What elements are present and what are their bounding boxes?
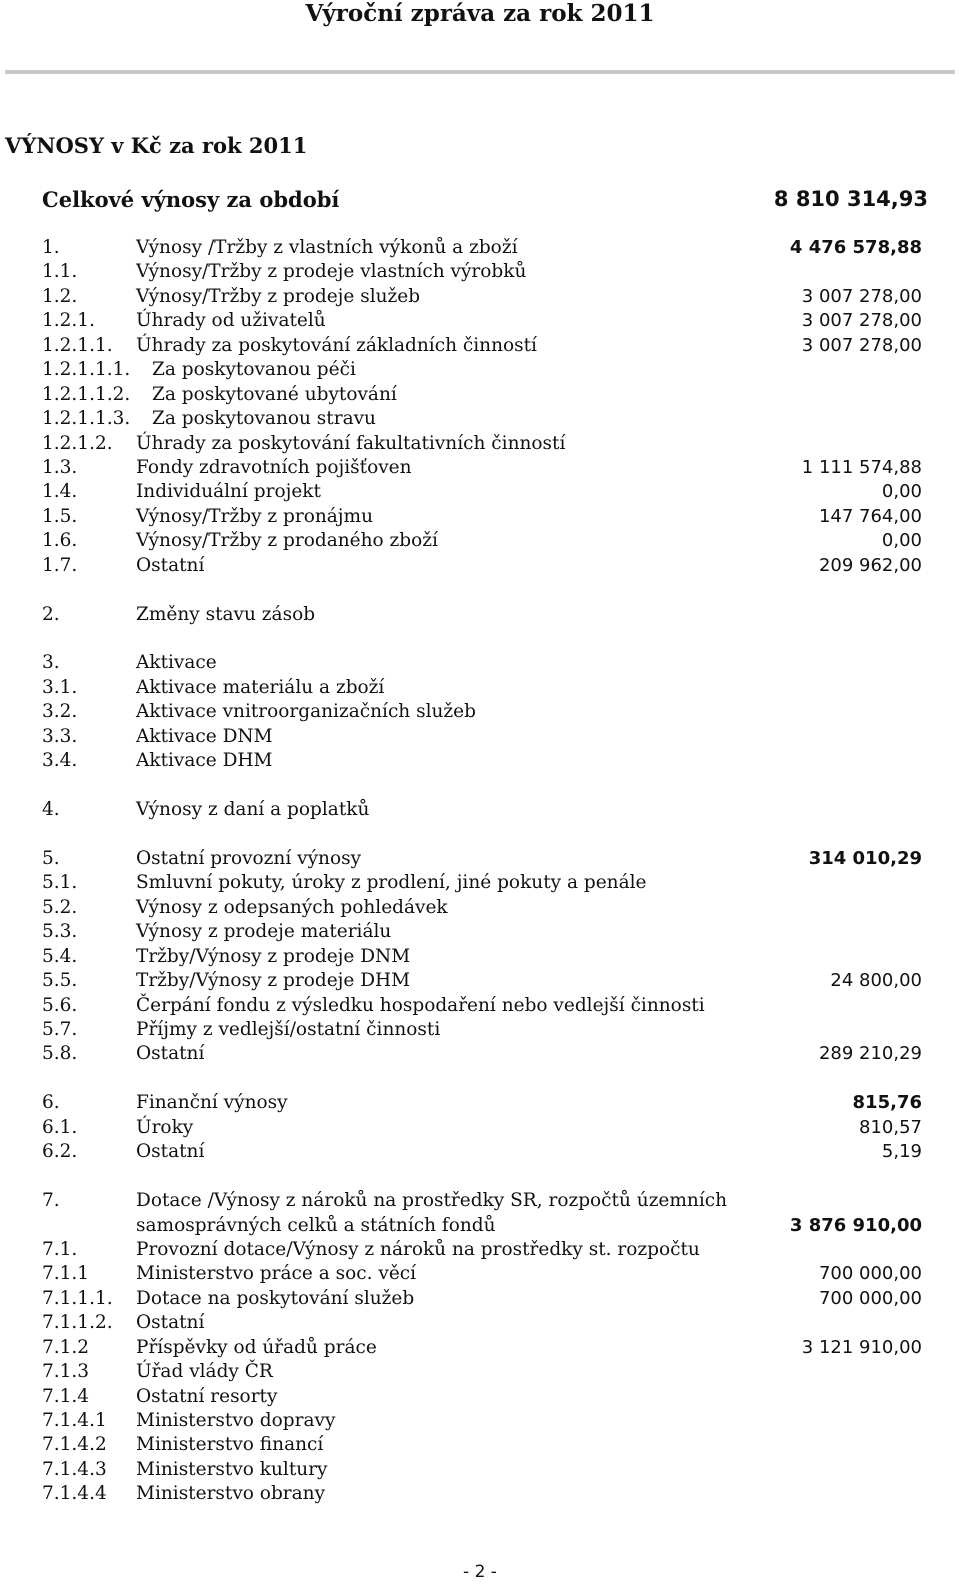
table-row — [0, 1042, 960, 1066]
table-row — [0, 725, 960, 749]
row-value: 314 010,29 — [808, 847, 922, 869]
total-revenue-label: Celkové výnosy za období — [42, 187, 340, 212]
row-label: Úhrady za poskytování fakultativních činností — [136, 432, 566, 454]
table-row — [0, 1433, 960, 1457]
row-value: 289 210,29 — [818, 1043, 922, 1065]
row-label: Výnosy z daní a poplatků — [136, 799, 370, 821]
table-row — [0, 1189, 960, 1213]
row-number: 3.2. — [42, 701, 78, 723]
row-number: 5.7. — [42, 1019, 78, 1040]
table-row — [0, 871, 960, 895]
page-number: - 2 - — [463, 1562, 497, 1582]
row-number: 1.2.1.1.1. — [42, 359, 131, 381]
row-number: 5.8. — [42, 1043, 78, 1065]
row-number: 7.1.1.1. — [42, 1287, 113, 1309]
table-row — [0, 896, 960, 920]
row-label: Aktivace DHM — [136, 750, 273, 772]
row-value: 810,57 — [859, 1116, 922, 1138]
table-row — [0, 1018, 960, 1042]
table-row — [0, 1336, 960, 1360]
row-value: 147 764,00 — [818, 505, 922, 527]
row-number: 1.6. — [42, 530, 78, 552]
table-row — [0, 236, 960, 260]
row-number: 1.7. — [42, 554, 78, 576]
row-label: Za poskytované ubytování — [152, 383, 397, 405]
row-number: 1.2. — [42, 285, 78, 307]
row-label: Ministerstvo práce a soc. věcí — [136, 1263, 417, 1285]
row-label: Ostatní — [136, 1043, 205, 1065]
row-value: 4 476 578,88 — [789, 237, 922, 258]
table-row — [0, 334, 960, 358]
row-number: 7.1.2 — [42, 1336, 90, 1358]
row-number: 5.4. — [42, 945, 78, 967]
row-value: 209 962,00 — [818, 554, 922, 576]
table-spacer — [0, 578, 960, 602]
row-label: Ostatní — [136, 1312, 205, 1334]
row-label: Provozní dotace/Výnosy z nároků na prostředky st. rozpočtu — [136, 1238, 700, 1260]
table-row — [0, 676, 960, 700]
table-row — [0, 1140, 960, 1164]
table-row — [0, 407, 960, 431]
table-spacer — [0, 1067, 960, 1091]
table-row — [0, 1214, 960, 1238]
row-label: Úroky — [136, 1116, 194, 1138]
revenue-table — [0, 236, 960, 1507]
row-value: 5,19 — [881, 1141, 922, 1163]
total-revenue-value: 8 810 314,93 — [773, 187, 928, 211]
table-row — [0, 505, 960, 529]
row-number: 5.1. — [42, 872, 78, 894]
row-label: Výnosy/Tržby z prodaného zboží — [136, 530, 438, 552]
row-number: 6.1. — [42, 1116, 78, 1138]
row-label: Tržby/Výnosy z prodeje DNM — [136, 945, 411, 967]
row-number: 4. — [42, 799, 60, 821]
row-label: Změny stavu zásob — [136, 603, 316, 625]
row-number: 7.1.3 — [42, 1361, 90, 1383]
row-number: 7.1. — [42, 1238, 78, 1260]
row-number: 5.3. — [42, 921, 78, 943]
table-row — [0, 1311, 960, 1335]
table-row — [0, 1091, 960, 1115]
row-number: 3. — [42, 652, 60, 674]
row-number: 7.1.4.2 — [42, 1434, 107, 1456]
table-row — [0, 969, 960, 993]
header-divider — [5, 70, 955, 74]
table-row — [0, 285, 960, 309]
row-label: Aktivace vnitroorganizačních služeb — [136, 701, 476, 723]
row-number: 7. — [42, 1190, 60, 1212]
row-label: Dotace /Výnosy z nároků na prostředky SR, rozpočtů územních — [136, 1190, 728, 1212]
row-number: 1.4. — [42, 481, 78, 503]
table-row — [0, 1385, 960, 1409]
table-spacer — [0, 823, 960, 847]
row-value: 700 000,00 — [818, 1263, 922, 1285]
table-row — [0, 920, 960, 944]
row-number: 5.6. — [42, 994, 78, 1016]
row-number: 1.2.1.1. — [42, 334, 113, 356]
row-label: Výnosy /Tržby z vlastních výkonů a zboží — [136, 237, 518, 258]
row-value: 3 007 278,00 — [801, 310, 922, 332]
row-label: Ostatní resorty — [136, 1385, 278, 1407]
table-spacer — [0, 774, 960, 798]
row-number: 7.1.4.4 — [42, 1483, 107, 1505]
row-label: Tržby/Výnosy z prodeje DHM — [136, 970, 411, 992]
table-spacer — [0, 627, 960, 651]
table-row — [0, 994, 960, 1018]
row-label: Ostatní — [136, 554, 205, 576]
table-row — [0, 847, 960, 871]
row-label: Ministerstvo financí — [136, 1434, 324, 1456]
table-row — [0, 432, 960, 456]
row-label: Finanční výnosy — [136, 1092, 288, 1114]
row-label: Ostatní — [136, 1141, 205, 1163]
row-label: Úřad vlády ČR — [136, 1361, 273, 1383]
row-value: 3 121 910,00 — [801, 1336, 922, 1358]
row-value: 0,00 — [881, 481, 922, 503]
table-row — [0, 1238, 960, 1262]
table-row — [0, 1409, 960, 1433]
table-row — [0, 1482, 960, 1506]
table-row — [0, 945, 960, 969]
table-row — [0, 1116, 960, 1140]
row-label: Aktivace materiálu a zboží — [136, 676, 385, 698]
row-label: Individuální projekt — [136, 481, 321, 503]
section-title: VÝNOSY v Kč za rok 2011 — [5, 133, 308, 158]
row-label: Výnosy/Tržby z pronájmu — [136, 505, 373, 527]
row-number: 1.5. — [42, 505, 78, 527]
table-row — [0, 309, 960, 333]
table-row — [0, 749, 960, 773]
row-number: 6.2. — [42, 1141, 78, 1163]
row-value: 0,00 — [881, 530, 922, 552]
table-row — [0, 651, 960, 675]
row-value: 700 000,00 — [818, 1287, 922, 1309]
row-number: 5.5. — [42, 970, 78, 992]
row-value: 1 111 574,88 — [801, 456, 922, 478]
row-number: 1.2.1.2. — [42, 432, 113, 454]
table-row — [0, 603, 960, 627]
table-row — [0, 1360, 960, 1384]
table-row — [0, 1262, 960, 1286]
row-value: 815,76 — [852, 1092, 922, 1114]
row-number: 3.4. — [42, 750, 78, 772]
row-number: 3.3. — [42, 725, 78, 747]
table-row — [0, 358, 960, 382]
row-label: Ostatní provozní výnosy — [136, 847, 362, 869]
row-value: 3 876 910,00 — [789, 1214, 922, 1236]
table-row — [0, 456, 960, 480]
row-number: 1.2.1. — [42, 310, 95, 332]
table-row — [0, 383, 960, 407]
row-label: Výnosy z prodeje materiálu — [136, 921, 392, 943]
row-number: 3.1. — [42, 676, 78, 698]
row-label: Dotace na poskytování služeb — [136, 1287, 415, 1309]
row-label: Za poskytovanou péči — [152, 359, 356, 381]
row-label: Čerpání fondu z výsledku hospodaření nebo vedlejší činnosti — [136, 994, 705, 1016]
row-label: Ministerstvo dopravy — [136, 1410, 336, 1431]
row-value: 3 007 278,00 — [801, 285, 922, 307]
row-number: 5.2. — [42, 896, 78, 918]
row-label: Příspěvky od úřadů práce — [136, 1336, 377, 1358]
row-label: Ministerstvo kultury — [136, 1458, 328, 1480]
row-label: Aktivace — [136, 652, 217, 674]
row-number: 1.2.1.1.3. — [42, 408, 131, 430]
row-number: 6. — [42, 1092, 60, 1114]
row-number: 1. — [42, 237, 60, 258]
row-label: Úhrady od uživatelů — [136, 310, 326, 332]
row-number: 1.1. — [42, 261, 78, 283]
row-label: samosprávných celků a státních fondů — [136, 1214, 496, 1236]
row-value: 3 007 278,00 — [801, 334, 922, 356]
row-label: Úhrady za poskytování základních činností — [136, 334, 537, 356]
row-number: 7.1.1 — [42, 1263, 90, 1285]
table-row — [0, 700, 960, 724]
row-value: 24 800,00 — [830, 970, 922, 992]
row-label: Smluvní pokuty, úroky z prodlení, jiné pokuty a penále — [136, 872, 647, 894]
row-number: 1.2.1.1.2. — [42, 383, 131, 405]
table-row — [0, 260, 960, 284]
row-label: Příjmy z vedlejší/ostatní činnosti — [136, 1019, 441, 1040]
row-number: 7.1.1.2. — [42, 1312, 113, 1334]
row-label: Za poskytovanou stravu — [152, 408, 376, 430]
row-number: 2. — [42, 603, 60, 625]
table-row — [0, 480, 960, 504]
row-number: 7.1.4.1 — [42, 1410, 107, 1431]
table-row — [0, 529, 960, 553]
row-number: 1.3. — [42, 456, 78, 478]
row-label: Výnosy/Tržby z prodeje služeb — [136, 285, 421, 307]
row-number: 5. — [42, 847, 60, 869]
table-row — [0, 1458, 960, 1482]
table-spacer — [0, 1165, 960, 1189]
row-label: Aktivace DNM — [136, 725, 273, 747]
document-header-title: Výroční zpráva za rok 2011 — [305, 0, 655, 27]
table-row — [0, 798, 960, 822]
table-row — [0, 1287, 960, 1311]
row-number: 7.1.4 — [42, 1385, 90, 1407]
table-row — [0, 554, 960, 578]
row-label: Výnosy z odepsaných pohledávek — [136, 896, 448, 918]
row-label: Ministerstvo obrany — [136, 1483, 326, 1505]
row-label: Fondy zdravotních pojišťoven — [136, 456, 412, 478]
row-number: 7.1.4.3 — [42, 1458, 107, 1480]
row-label: Výnosy/Tržby z prodeje vlastních výrobků — [136, 261, 527, 283]
